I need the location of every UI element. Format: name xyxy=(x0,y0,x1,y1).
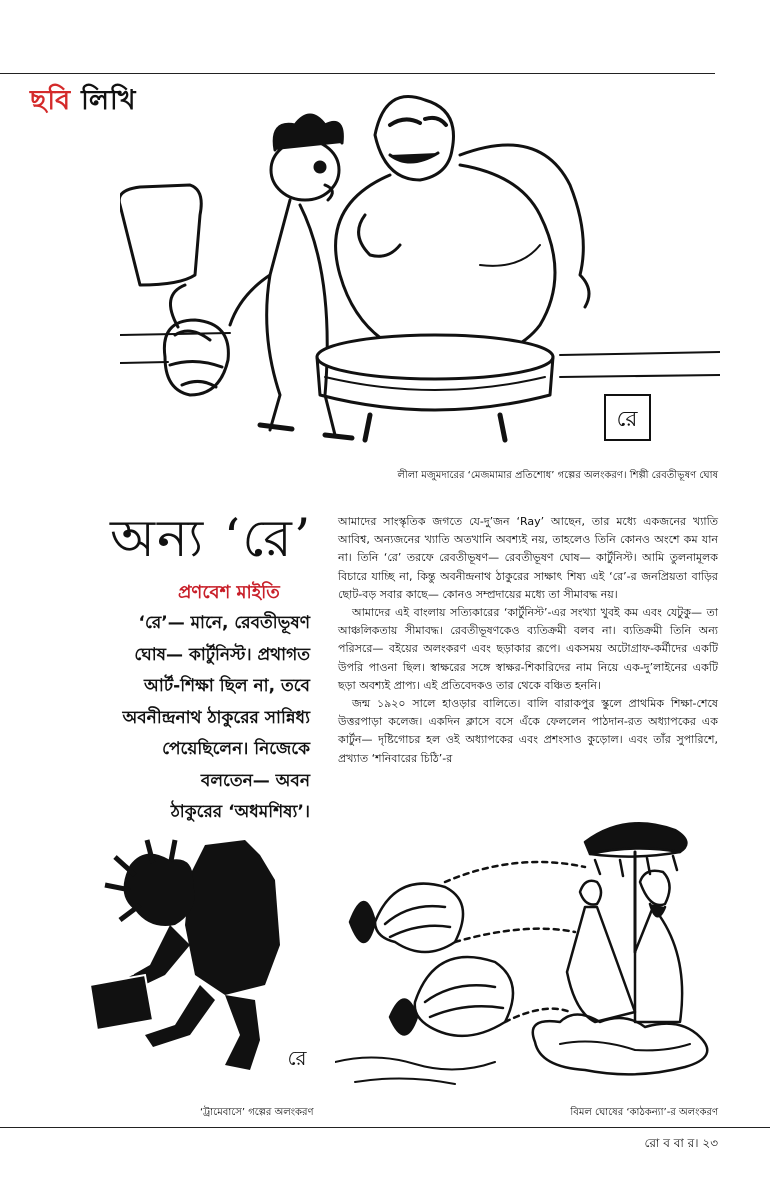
signature-text-top: রে xyxy=(616,407,638,432)
body-paragraph: আমাদের সাংস্কৃতিক জগতে যে-দু’জন ‘Ray’ আছেন, তার মধ্যে একজনের খ্যাতি আবিশ্ব, অন্যজনের খ্যাতি অতখানি অবশ্যই নয়, তাহলেও তিনি কোনও অংশে কম যান না। তিনি ‘রে’ তরফে রেবতীভূষণ— রেবতীভূষণ ঘোষ— কার্টুনিস্ট। আমি তুলনামূলক বিচারে যাচ্ছি না, কিন্তু অবনীন্দ্রনাথ ঠাকুরের সাক্ষাৎ শিষ্য এই ‘রে’-র জনপ্রিয়তা বাড়ির ছোট-বড় সবার কাছে— কোনও সম্প্রদায়ের মধ্যে তা সীমাবদ্ধ নয়। xyxy=(338,515,718,601)
intro-line: বলতেন— অবন xyxy=(200,770,310,791)
silhouette-illustration xyxy=(75,835,345,1100)
artist-signature-top xyxy=(605,395,650,440)
intro-line: পেয়েছিলেন। নিজেকে xyxy=(162,739,310,759)
caption-bottom-right: বিমল ঘোষের ‘কাঠকন্যা’-র অলংকরণ xyxy=(570,1107,718,1118)
intro-line: ‘রে’— মানে, রেবতীভূষণ xyxy=(138,613,310,633)
signature-text-bottom-left: রে xyxy=(287,1046,307,1070)
article-author: প্রণবেশ মাইতি xyxy=(178,582,280,603)
intro-line: ঘোষ— কার্টুনিস্ট। প্রথাগত xyxy=(134,644,310,665)
intro-line: ঠাকুরের ‘অধমশিষ্য’। xyxy=(170,802,310,822)
cartoon-illustration-top xyxy=(120,95,720,460)
body-paragraph: জন্ম ১৯২০ সালে হাওড়ার বালিতে। বালি বারাকপুর স্কুলে প্রাথমিক শিক্ষা-শেষে উত্তরপাড়া কলেজ। একদিন ক্লাসে বসে এঁকে ফেললেন পাঠদান-রত অধ্যাপকের এক কার্টুন— দৃষ্টিগোচর হল ওই অধ্যাপকের এবং প্রশংসাও কুড়োল। এবং তাঁর সুপারিশে, প্রখ্যাত ‘শনিবারের চিঠি’-র xyxy=(338,697,718,765)
section-label-part1: ছবি xyxy=(30,85,72,116)
page-folio: রো ব বা র। ২৩ xyxy=(644,1136,718,1150)
article-intro xyxy=(95,608,310,829)
section-label-part2: লিখি xyxy=(81,85,137,116)
footer-rule xyxy=(0,1127,770,1128)
body-paragraph: আমাদের এই বাংলায় সত্যিকারের ‘কার্টুনিস্ট’-এর সংখ্যা খুবই কম এবং যেটুকু— তা আঞ্চলিকতায় সীমাবদ্ধ। রেবতীভূষণকেও ব্যতিক্রমী বলব না। ব্যতিক্রমী তিনি অন্য পরিসরে— বইয়ের অলংকরণ এবং ছড়াকার রূপে। একসময় অটোগ্রাফ-কর্মীদের একটি উপরি পাওনা ছিল। স্বাক্ষরের সঙ্গে স্বাক্ষর-শিকারিদের নাম নিয়ে এক-দু’লাইনের একটি ছড়া অবশ্যই প্রাপ্য। এই প্রতিবেদকও তার থেকে বঞ্চিত হননি। xyxy=(338,606,718,692)
intro-line: অবনীন্দ্রনাথ ঠাকুরের সান্নিধ্য xyxy=(122,707,310,728)
caption-top: লীলা মজুমদারের ‘মেজমামার প্রতিশোধ’ গল্পের অলংকরণ। শিল্পী রেবতীভূষণ ঘোষ xyxy=(397,470,718,481)
header-rule xyxy=(0,73,715,74)
intro-line: আর্ট-শিক্ষা ছিল না, তবে xyxy=(144,676,310,696)
article-title: অন্য ‘রে’ xyxy=(110,509,313,569)
caption-bottom-left: ‘ট্রামেবাসে’ গল্পের অলংকরণ xyxy=(200,1107,314,1118)
article-body xyxy=(338,513,718,768)
butterfly-illustration xyxy=(335,812,730,1102)
